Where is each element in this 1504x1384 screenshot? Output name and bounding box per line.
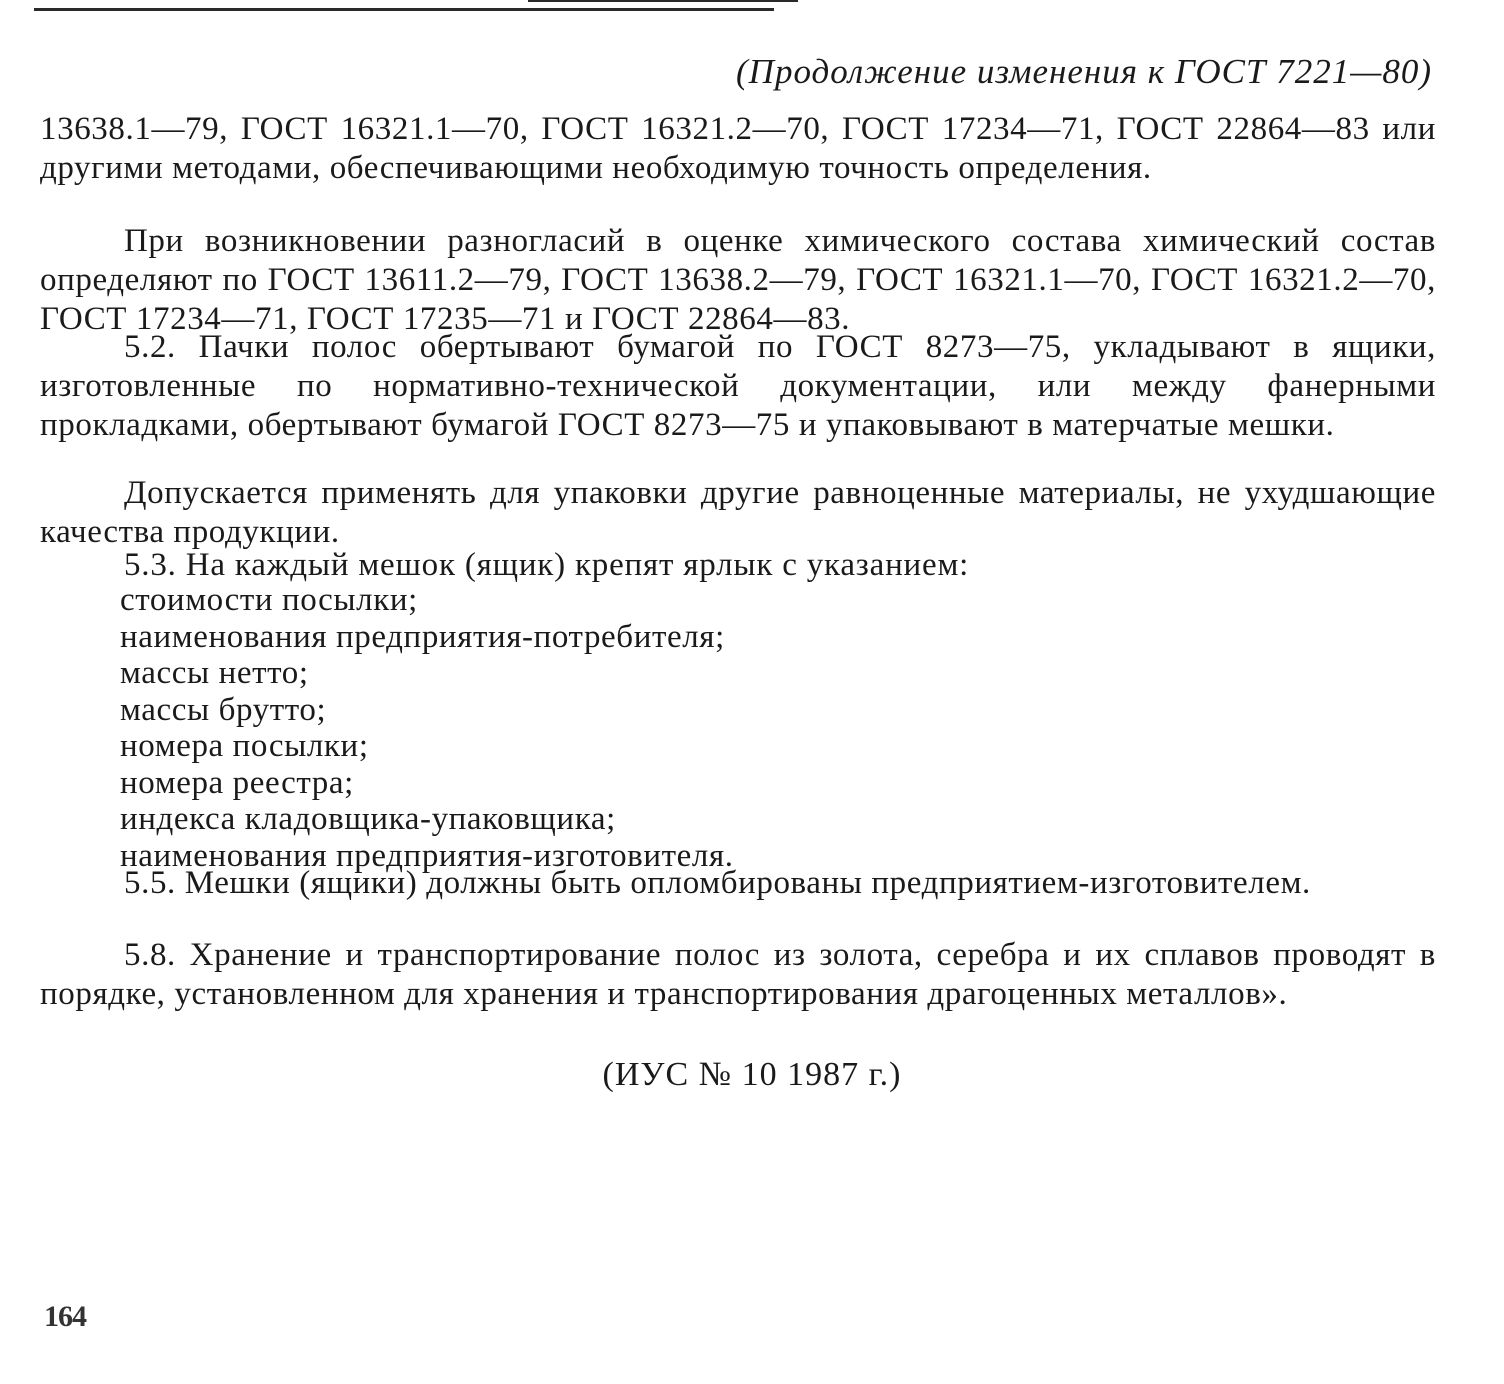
paragraph-disagreements: При возникновении разногласий в оценке химического состава химический состав определяют по ГОСТ 13611.2—79, ГОСТ 13638.2—79, ГОСТ 16321.1—70, ГОСТ 16321.2—70, ГОСТ 17234—71, ГОСТ 17235—71 и ГОСТ 22864—83. bbox=[40, 223, 1436, 337]
list-item: стоимости посылки; bbox=[120, 582, 418, 618]
paragraph-5-2: 5.2. Пачки полос обертывают бумагой по ГОСТ 8273—75, укладывают в ящики, изготовленные по нормативно-технической документации, или между фанерными прокладками, обертывают бумагой ГОСТ 8273—75 и упаковывают в матерчатые мешки. bbox=[40, 329, 1436, 443]
paragraph-5-3: 5.3. На каждый мешок (ящик) крепят ярлык с указанием: bbox=[124, 547, 970, 583]
source-note: (ИУС № 10 1987 г.) bbox=[602, 1056, 902, 1093]
list-item: номера посылки; bbox=[120, 728, 369, 764]
top-rule bbox=[34, 8, 774, 11]
paragraph-5-5: 5.5. Мешки (ящики) должны быть опломбированы предприятием-изготовителем. bbox=[124, 865, 1311, 901]
list-item: массы нетто; bbox=[120, 655, 309, 691]
list-item: наименования предприятия-потребителя; bbox=[120, 618, 725, 655]
list-item: наименования предприятия-изготовителя. bbox=[120, 837, 734, 874]
top-rule-short bbox=[528, 0, 798, 2]
paragraph-packaging-alternatives: Допускается применять для упаковки другие равноценные материалы, не ухудшающие качества продукции. bbox=[40, 475, 1436, 550]
paragraph-methods: 13638.1—79, ГОСТ 16321.1—70, ГОСТ 16321.2—70, ГОСТ 17234—71, ГОСТ 22864—83 или другими методами, обеспечивающими необходимую точность определения. bbox=[40, 111, 1436, 186]
page-header: (Продолжение изменения к ГОСТ 7221—80) bbox=[736, 52, 1432, 91]
paragraph-5-8: 5.8. Хранение и транспортирование полос из золота, серебра и их сплавов проводят в порядке, установленном для хранения и транспортирования драгоценных металлов». bbox=[40, 937, 1436, 1012]
list-item: номера реестра; bbox=[120, 764, 354, 801]
list-item: индекса кладовщика-упаковщика; bbox=[120, 801, 616, 837]
label-items-list bbox=[120, 582, 1220, 874]
page-number: 164 bbox=[44, 1300, 86, 1333]
list-item: массы брутто; bbox=[120, 691, 327, 728]
